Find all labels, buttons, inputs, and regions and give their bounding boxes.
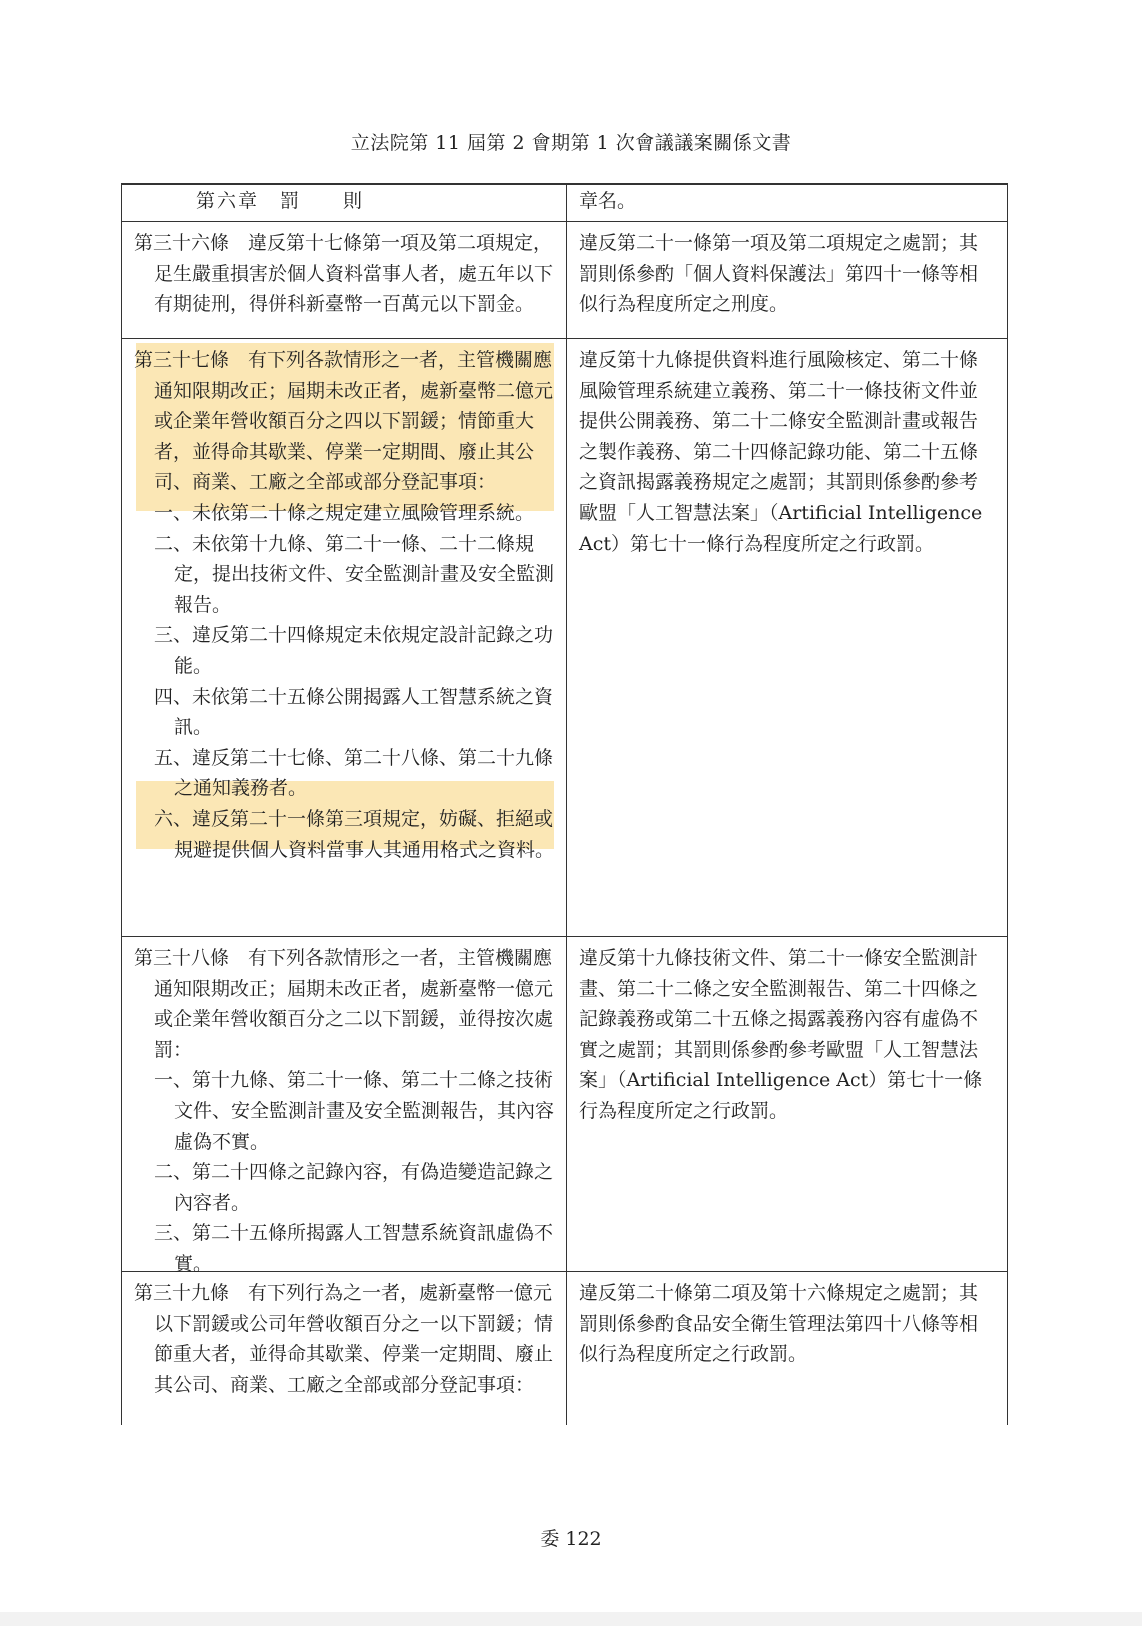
table-row: [122, 222, 1007, 339]
list-item: 三、第二十五條所揭露人工智慧系統資訊虛偽不實。: [154, 1222, 554, 1275]
right-cell: [567, 937, 1006, 1271]
left-cell: [122, 339, 567, 936]
explanation-text: 違反第二十條第二項及第十六條規定之處罰；其罰則係參酌食品安全衛生管理法第四十八條等相似行為程度所定之行政罰。: [579, 1282, 979, 1366]
list-item: 五、違反第二十七條、第二十八條、第二十九條之通知義務者。: [154, 746, 554, 800]
left-cell: [122, 222, 567, 338]
list-item: 三、違反第二十四條規定未依規定設計記錄之功能。: [154, 624, 554, 677]
list-item: 一、未依第二十條之規定建立風險管理系統。: [154, 501, 535, 524]
article-38: 第三十八條 有下列各款情形之一者，主管機關應通知限期改正；屆期未改正者，處新臺幣一億元或企業年營收額百分之二以下罰鍰，並得按次處罰：: [134, 947, 554, 1061]
explanation-text: 違反第十九條技術文件、第二十一條安全監測計畫、第二十二條之安全監測報告、第二十四條之記錄義務或第二十五條之揭露義務內容有虛偽不實之處罰；其罰則係參酌參考歐盟「人工智慧法案」（Artificial Intelligence Act）第七十一條行為程度所定之行政罰。: [579, 947, 983, 1122]
table-row: [122, 1272, 1007, 1425]
list-item: 四、未依第二十五條公開揭露人工智慧系統之資訊。: [154, 685, 554, 739]
right-cell: [567, 339, 1006, 936]
list-item: 一、第十九條、第二十一條、第二十二條之技術文件、安全監測計畫及安全監測報告，其內容虛偽不實。: [154, 1069, 555, 1153]
list-item: 二、未依第十九條、第二十一條、二十二條規定，提出技術文件、安全監測計畫及安全監測報告。: [154, 532, 555, 616]
scan-edge: [0, 1612, 1142, 1626]
right-cell: [567, 222, 1006, 338]
left-cell: [122, 937, 567, 1275]
list-item: 二、第二十四條之記錄內容，有偽造變造記錄之內容者。: [154, 1161, 554, 1214]
page-header: 立法院第 11 屆第 2 會期第 1 次會議議案關係文書: [350, 132, 792, 154]
left-cell: [122, 185, 567, 221]
article-39: 第三十九條 有下列行為之一者，處新臺幣一億元以下罰鍰或公司年營收額百分之一以下罰鍰；情節重大者，並得命其歇業、停業一定期間、廢止其公司、商業、工廠之全部或部分登記事項：: [134, 1282, 554, 1396]
left-cell: [122, 1272, 567, 1425]
table-row: [122, 937, 1007, 1275]
chapter-title: 第六章 罰 則: [196, 190, 365, 212]
article-36: 第三十六條 違反第十七條第一項及第二項規定，足生嚴重損害於個人資料當事人者，處五年以下有期徒刑，得併科新臺幣一百萬元以下罰金。: [134, 232, 554, 316]
explanation-text: 違反第十九條提供資料進行風險核定、第二十條風險管理系統建立義務、第二十一條技術文件並提供公開義務、第二十二條安全監測計畫或報告之製作義務、第二十四條記錄功能、第二十五條之資訊揭露義務規定之處罰；其罰則係參酌參考歐盟「人工智慧法案」（Artificial Intelligence Act）第七十一條行為程度所定之行政罰。: [579, 349, 983, 555]
right-cell: [567, 185, 1006, 221]
explanation-text: 章名。: [579, 190, 637, 212]
comparison-table: [121, 183, 1008, 1425]
explanation-text: 違反第二十一條第一項及第二項規定之處罰；其罰則係參酌「個人資料保護法」第四十一條等相似行為程度所定之刑度。: [579, 232, 979, 316]
page-number: 委 122: [540, 1528, 602, 1550]
table-row: [122, 339, 1007, 937]
article-37: 第三十七條 有下列各款情形之一者，主管機關應通知限期改正；屆期未改正者，處新臺幣二億元或企業年營收額百分之四以下罰鍰；情節重大者，並得命其歇業、停業一定期間、廢止其公司、商業、工廠之全部或部分登記事項：: [134, 349, 554, 494]
table-row: [122, 185, 1007, 222]
list-item: 六、違反第二十一條第三項規定，妨礙、拒絕或規避提供個人資料當事人其通用格式之資料。: [154, 807, 555, 861]
right-cell: [567, 1272, 1006, 1425]
